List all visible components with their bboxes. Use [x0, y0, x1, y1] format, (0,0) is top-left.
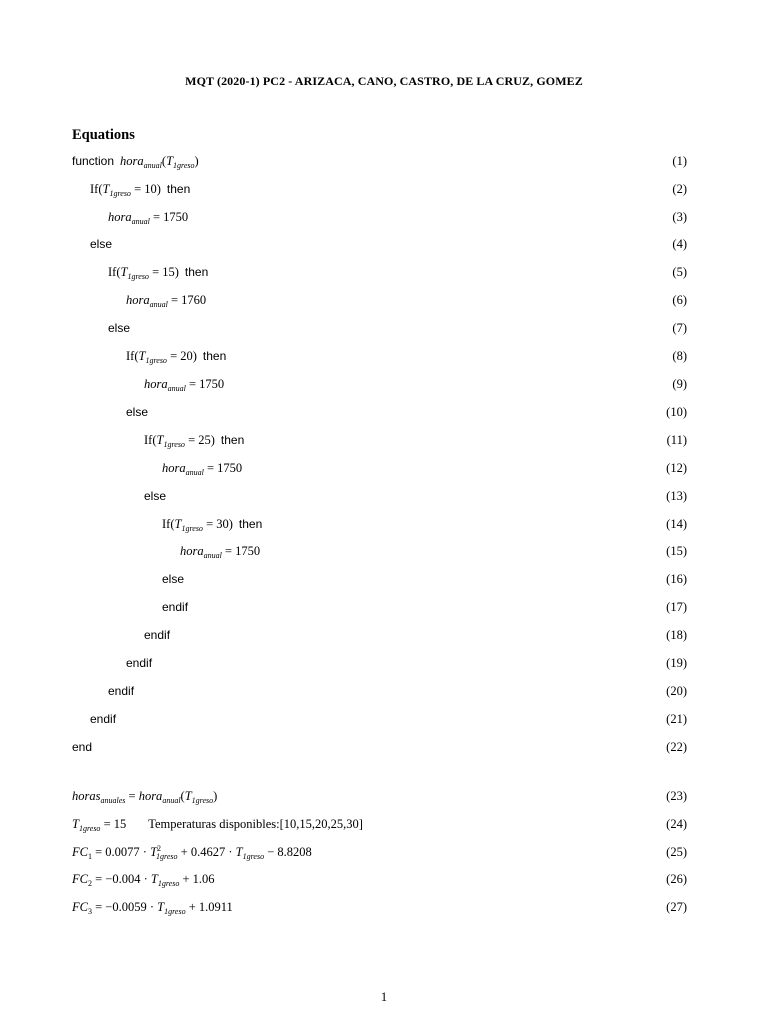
equation-number: (23): [666, 789, 687, 803]
equation-number: (10): [666, 405, 687, 419]
equation-row: [0, 788, 768, 808]
equation-content: endif: [108, 684, 135, 698]
equation-number: (8): [672, 349, 687, 363]
equation-number: (21): [666, 712, 687, 726]
equation-content: $If(T_{1greso} = 20)$ then: [126, 349, 227, 365]
equation-row: [0, 683, 768, 703]
equation-number: (4): [672, 237, 687, 251]
equation-content: else: [90, 237, 113, 251]
equation-number: (11): [666, 433, 687, 447]
equation-number: (14): [666, 517, 687, 531]
equation-row: [0, 460, 768, 480]
equation-number: (25): [666, 845, 687, 859]
equation-number: (22): [666, 740, 687, 754]
equation-number: (12): [666, 461, 687, 475]
equation-row: [0, 739, 768, 759]
equation-row: [0, 376, 768, 396]
equation-content: hora$_{anual}$ = 1750: [162, 461, 243, 477]
equation-content: horas$_{anuales}$ = $hora_{anual}(T_{1greso})$: [72, 789, 218, 805]
equation-number: (27): [666, 900, 687, 914]
document-title: MQT (2020-1) PC2 - ARIZACA, CANO, CASTRO, DE LA CRUZ, GOMEZ: [185, 74, 583, 88]
equation-number: (19): [666, 656, 687, 670]
equation-number: (16): [666, 572, 687, 586]
equation-content: $If(T_{1greso} = 15)$ then: [108, 265, 209, 281]
equation-content: endif: [144, 628, 171, 642]
section-heading: Equations: [72, 127, 135, 143]
equation-number: (6): [672, 293, 687, 307]
equation-content: else: [126, 405, 149, 419]
equation-content: $If(T_{1greso} = 30)$ then: [162, 517, 263, 533]
temperature-note: Temperaturas disponibles:[10,15,20,25,30]: [148, 817, 363, 831]
equation-content: $If(T_{1greso} = 25)$ then: [144, 433, 245, 449]
equation-row: [0, 899, 768, 919]
equation-number: (1): [672, 154, 687, 168]
equation-row: [0, 348, 768, 368]
equation-row: [0, 711, 768, 731]
equation-row: [0, 181, 768, 201]
equation-number: (3): [672, 210, 687, 224]
equation-content: hora$_{anual}$ = 1750: [144, 377, 225, 393]
equation-row: [0, 816, 768, 836]
equation-content: hora$_{anual}$ = 1750: [180, 544, 261, 560]
equation-number: (24): [666, 817, 687, 831]
equation-row: [0, 153, 768, 173]
equation-number: (26): [666, 872, 687, 886]
equation-content: hora$_{anual}$ = 1750: [108, 210, 189, 226]
equation-row: [0, 320, 768, 340]
equation-row: [0, 516, 768, 536]
equation-content: hora$_{anual}$ = 1760: [126, 293, 207, 309]
equation-number: (18): [666, 628, 687, 642]
equation-row: [0, 571, 768, 591]
equation-row: [0, 488, 768, 508]
equation-content: function $hora_{anual}(T_{1greso})$: [72, 154, 199, 170]
equation-row: [0, 264, 768, 284]
equation-number: (15): [666, 544, 687, 558]
equation-number: (9): [672, 377, 687, 391]
equation-row: [0, 543, 768, 563]
equation-number: (2): [672, 182, 687, 196]
equation-number: (13): [666, 489, 687, 503]
equation-row: [0, 871, 768, 891]
equation-row: [0, 404, 768, 424]
equation-row: [0, 655, 768, 675]
equation-row: [0, 599, 768, 619]
equation-number: (17): [666, 600, 687, 614]
equation-content: $FC_3 = -0.0059 \cdot T_{1greso} + 1.0911$: [72, 900, 233, 916]
equation-content: $If(T_{1greso} = 10)$ then: [90, 182, 191, 198]
equation-content: endif: [126, 656, 153, 670]
equation-number: (7): [672, 321, 687, 335]
equation-number: (5): [672, 265, 687, 279]
equation-content: else: [108, 321, 131, 335]
equation-row: [0, 236, 768, 256]
page-number: 1: [380, 990, 388, 1004]
equation-content: end: [72, 740, 93, 754]
equation-content: endif: [162, 600, 189, 614]
equation-content: $FC_1 = 0.0077 \cdot T^2_{1greso} + 0.4627 \cdot T_{1greso} - 8.8208$: [72, 844, 312, 861]
equation-row: [0, 844, 768, 864]
equation-content: endif: [90, 712, 117, 726]
equation-row: [0, 432, 768, 452]
equation-content: else: [162, 572, 185, 586]
equation-row: [0, 292, 768, 312]
equation-content: $T_{1greso} = 15$ Temperaturas disponibles:[10,15,20,25,30]: [72, 817, 363, 833]
equation-row: [0, 627, 768, 647]
equation-content: else: [144, 489, 167, 503]
equation-content: $FC_2 = -0.004 \cdot T_{1greso} + 1.06$: [72, 872, 215, 888]
equation-number: (20): [666, 684, 687, 698]
equation-row: [0, 209, 768, 229]
